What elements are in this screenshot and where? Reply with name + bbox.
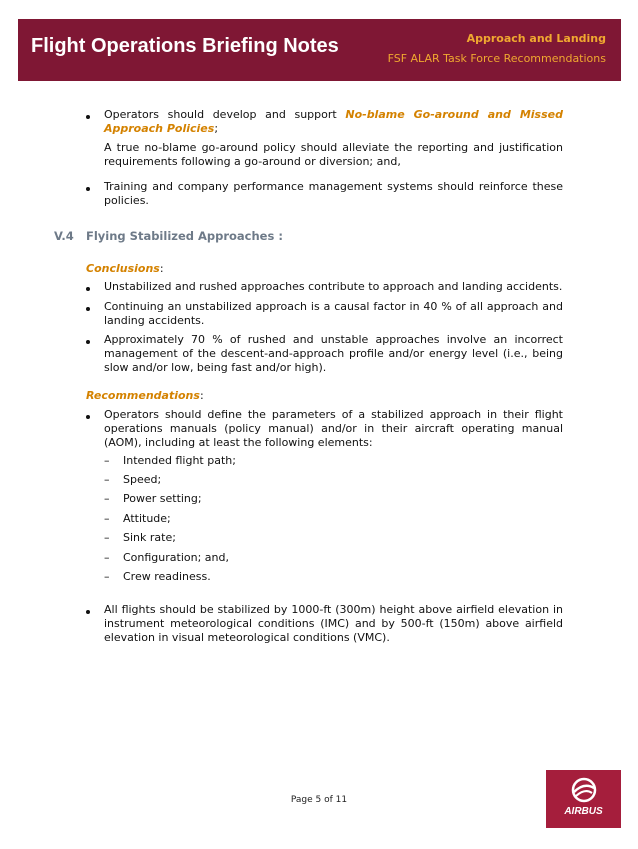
page-number: Page 5 of 11 xyxy=(290,795,348,805)
element-text: Speed; xyxy=(123,473,162,486)
conclusions-suffix: : xyxy=(159,262,164,275)
element-item xyxy=(104,492,202,506)
element-item xyxy=(104,473,161,487)
recommendations-heading xyxy=(86,389,204,403)
element-text: Sink rate; xyxy=(123,531,176,544)
list-item: Approximately 70 % of rushed and unstable approaches involve an incorrect management of the descent-and-approach profile and/or energy level (i.e., being slow and/or low, being fast and/or high). xyxy=(104,333,563,374)
section-heading xyxy=(54,229,283,243)
header-subtitle: FSF ALAR Task Force Recommendations xyxy=(387,52,606,65)
dash-icon: – xyxy=(104,512,110,525)
bullet-icon xyxy=(86,301,94,315)
document-title: Flight Operations Briefing Notes xyxy=(31,35,339,57)
list-item-highlight: No-blame Go-around and Missed Approach Policies xyxy=(104,108,563,135)
header-topic: Approach and Landing xyxy=(466,32,606,45)
element-text: Attitude; xyxy=(123,512,171,525)
element-text: Configuration; and, xyxy=(123,551,229,564)
dash-icon: – xyxy=(104,454,110,467)
list-item: Unstabilized and rushed approaches contribute to approach and landing accidents. xyxy=(104,280,563,293)
list-item-text: Operators should develop and support xyxy=(104,108,346,121)
element-text: Power setting; xyxy=(123,492,202,505)
bullet-icon xyxy=(86,109,94,123)
recommendations-suffix: : xyxy=(199,389,204,402)
bullet-icon xyxy=(86,334,94,348)
list-item: Operators should define the parameters of a stabilized approach in their flight operations manuals (policy manual) and/or in their aircraft operating manual (AOM), including at least the following elements: xyxy=(104,408,563,449)
bullet-icon xyxy=(86,409,94,423)
airbus-logo xyxy=(546,770,621,828)
bullet-icon xyxy=(86,604,94,618)
dash-icon: – xyxy=(104,570,110,583)
dash-icon: – xyxy=(104,473,110,486)
element-text: Crew readiness. xyxy=(123,570,211,583)
element-item xyxy=(104,570,211,584)
bullet-icon xyxy=(86,281,94,295)
list-item: All flights should be stabilized by 1000-ft (300m) height above airfield elevation in instrument meteorological conditions (IMC) and by 500-ft (150m) above airfield elevation in visual meteorological conditions (VMC). xyxy=(104,603,563,644)
dash-icon: – xyxy=(104,551,110,564)
header-banner xyxy=(18,19,621,81)
element-item xyxy=(104,454,236,468)
bullet-icon xyxy=(86,181,94,195)
conclusions-label: Conclusions xyxy=(86,262,160,275)
airbus-emblem-icon xyxy=(570,776,598,804)
element-text: Intended flight path; xyxy=(123,454,236,467)
conclusions-heading xyxy=(86,262,164,276)
section-title: Flying Stabilized Approaches : xyxy=(86,229,283,243)
recommendations-label: Recommendations xyxy=(86,389,200,402)
logo-text: AIRBUS xyxy=(564,806,603,817)
list-item-note: A true no-blame go-around policy should alleviate the reporting and justification requirements following a go-around or diversion; and, xyxy=(104,141,563,168)
element-item xyxy=(104,512,171,526)
list-item: Training and company performance management systems should reinforce these policies. xyxy=(104,180,563,207)
list-item: Continuing an unstabilized approach is a causal factor in 40 % of all approach and landing accidents. xyxy=(104,300,563,327)
list-item-punct: ; xyxy=(214,122,219,135)
element-item xyxy=(104,551,229,565)
dash-icon: – xyxy=(104,531,110,544)
list-item xyxy=(104,108,563,136)
element-item xyxy=(104,531,176,545)
dash-icon: – xyxy=(104,492,110,505)
section-number: V.4 xyxy=(54,229,74,243)
